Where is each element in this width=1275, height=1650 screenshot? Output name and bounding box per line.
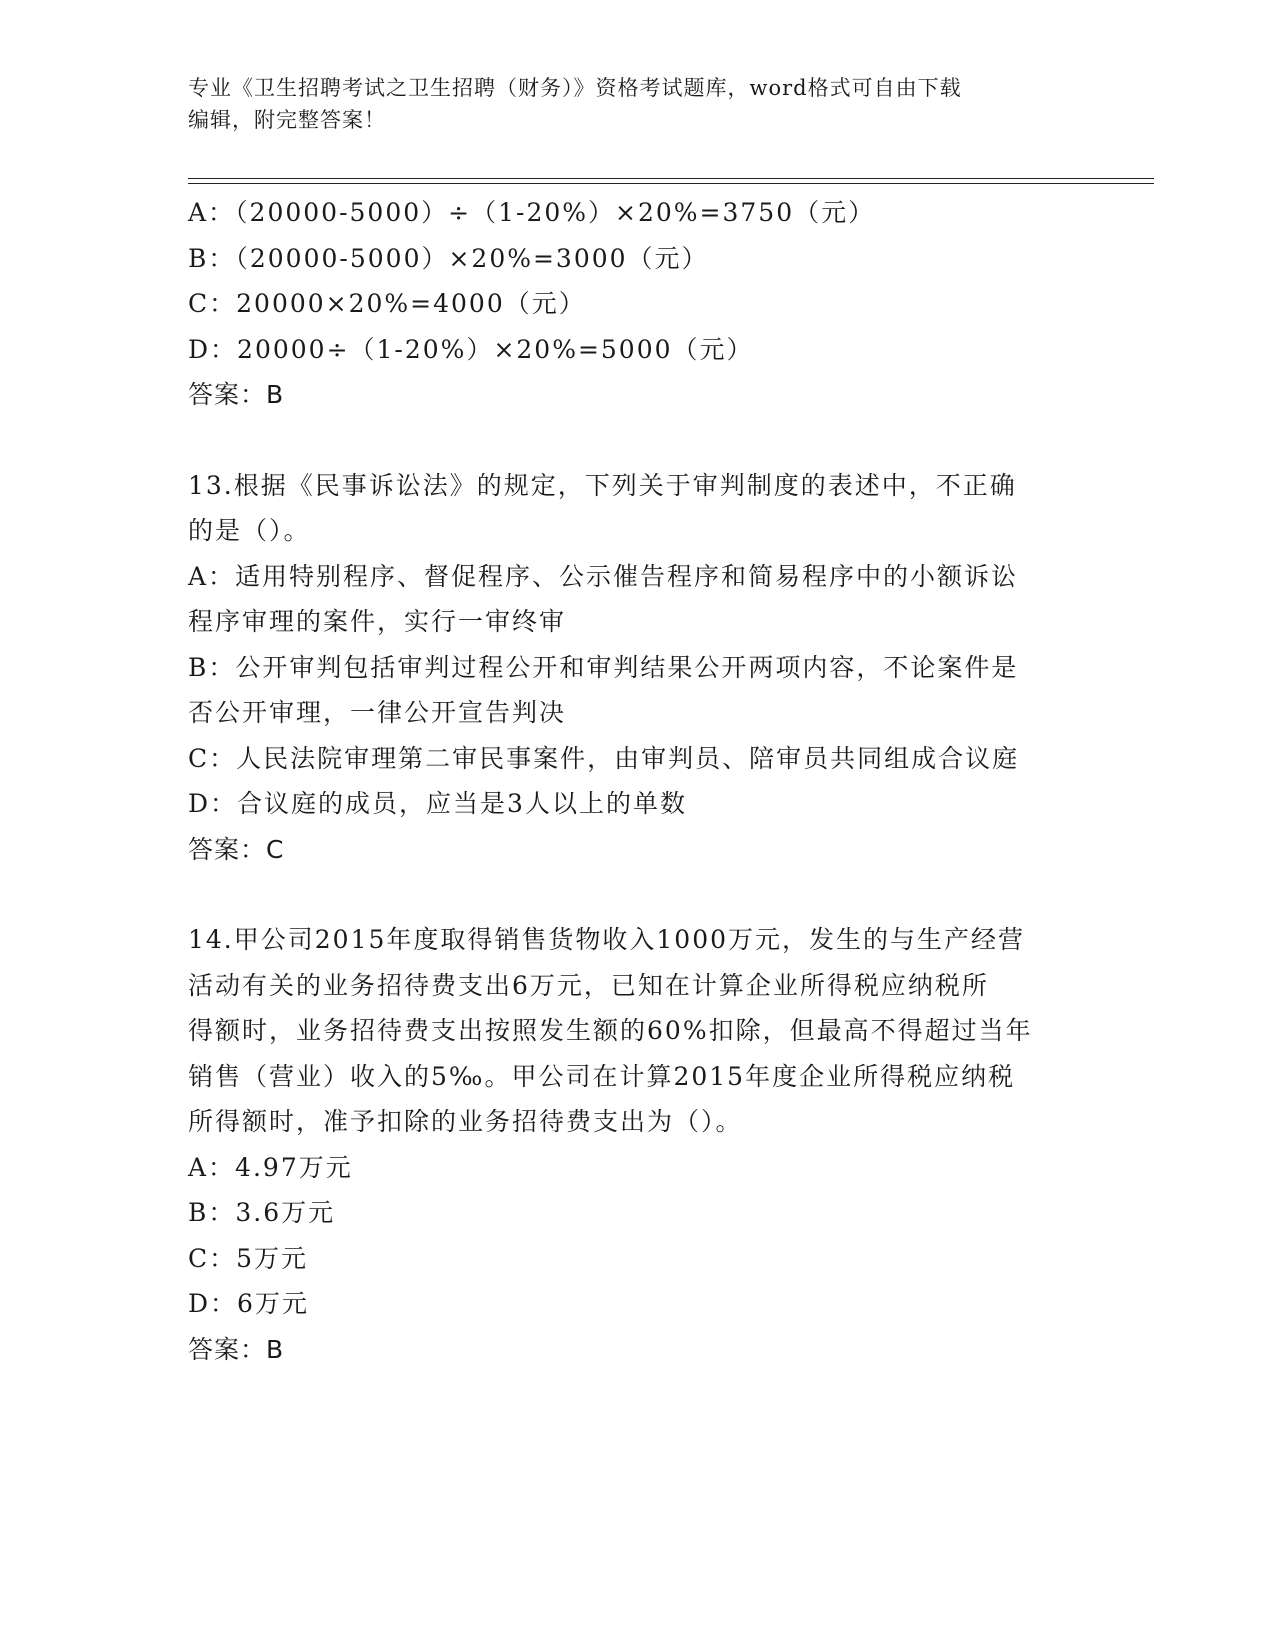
q14-option-a: A：4.97万元 (188, 1152, 353, 1182)
q14-option-b: B：3.6万元 (188, 1198, 336, 1227)
q13-stem-line-2: 的是（）。 (188, 516, 311, 545)
q14-option-d: D：6万元 (188, 1289, 309, 1318)
q12-answer: 答案：B (188, 380, 285, 409)
q12-option-c: C：20000×20%=4000（元） (188, 289, 586, 318)
q14-stem-line-4: 销售（营业）收入的5‰。甲公司在计算2015年度企业所得税应纳税 (188, 1061, 1016, 1091)
document-header (188, 72, 1068, 136)
question-content (188, 190, 1078, 1372)
q13-option-d: D：合议庭的成员，应当是3人以上的单数 (188, 789, 687, 818)
q14-stem-line-3: 得额时，业务招待费支出按照发生额的60%扣除，但最高不得超过当年 (188, 1016, 1033, 1045)
q13-option-b-line-2: 否公开审理，一律公开宣告判决 (188, 698, 567, 727)
question-13 (188, 463, 1078, 873)
q12-option-a: A：（20000-5000）÷（1-20%）×20%=3750（元） (188, 198, 876, 227)
q13-option-c: C：人民法院审理第二审民事案件，由审判员、陪审员共同组成合议庭 (188, 743, 1020, 773)
q14-stem-line-2: 活动有关的业务招待费支出6万元，已知在计算企业所得税应纳税所 (188, 970, 989, 1000)
q13-option-b-line-1: B：公开审判包括审判过程公开和审判结果公开两项内容，不论案件是 (188, 652, 1019, 682)
q12-option-b: B：（20000-5000）×20%=3000（元） (188, 243, 709, 273)
header-divider-top (188, 178, 1154, 179)
header-line-2: 编辑，附完整答案！ (188, 108, 386, 132)
q14-stem-line-5: 所得额时，准予扣除的业务招待费支出为（）。 (188, 1107, 743, 1136)
question-14 (188, 917, 1078, 1372)
q12-option-d: D：20000÷（1-20%）×20%=5000（元） (188, 334, 754, 364)
q13-option-a-line-2: 程序审理的案件，实行一审终审 (188, 607, 567, 636)
header-line-1: 专业《卫生招聘考试之卫生招聘（财务）》资格考试题库，word格式可自由下载 (188, 76, 962, 100)
q13-answer: 答案：C (188, 834, 285, 864)
q13-stem-line-1: 13.根据《民事诉讼法》的规定，下列关于审判制度的表述中，不正确 (188, 470, 1017, 500)
question-12 (188, 190, 1078, 418)
q13-option-a-line-1: A：适用特别程序、督促程序、公示催告程序和简易程序中的小额诉讼 (188, 561, 1019, 591)
q14-answer: 答案：B (188, 1334, 285, 1364)
q14-option-c: C：5万元 (188, 1243, 309, 1273)
q14-stem-line-1: 14.甲公司2015年度取得销售货物收入1000万元，发生的与生产经营 (188, 925, 1026, 954)
header-divider-bottom (188, 183, 1154, 184)
